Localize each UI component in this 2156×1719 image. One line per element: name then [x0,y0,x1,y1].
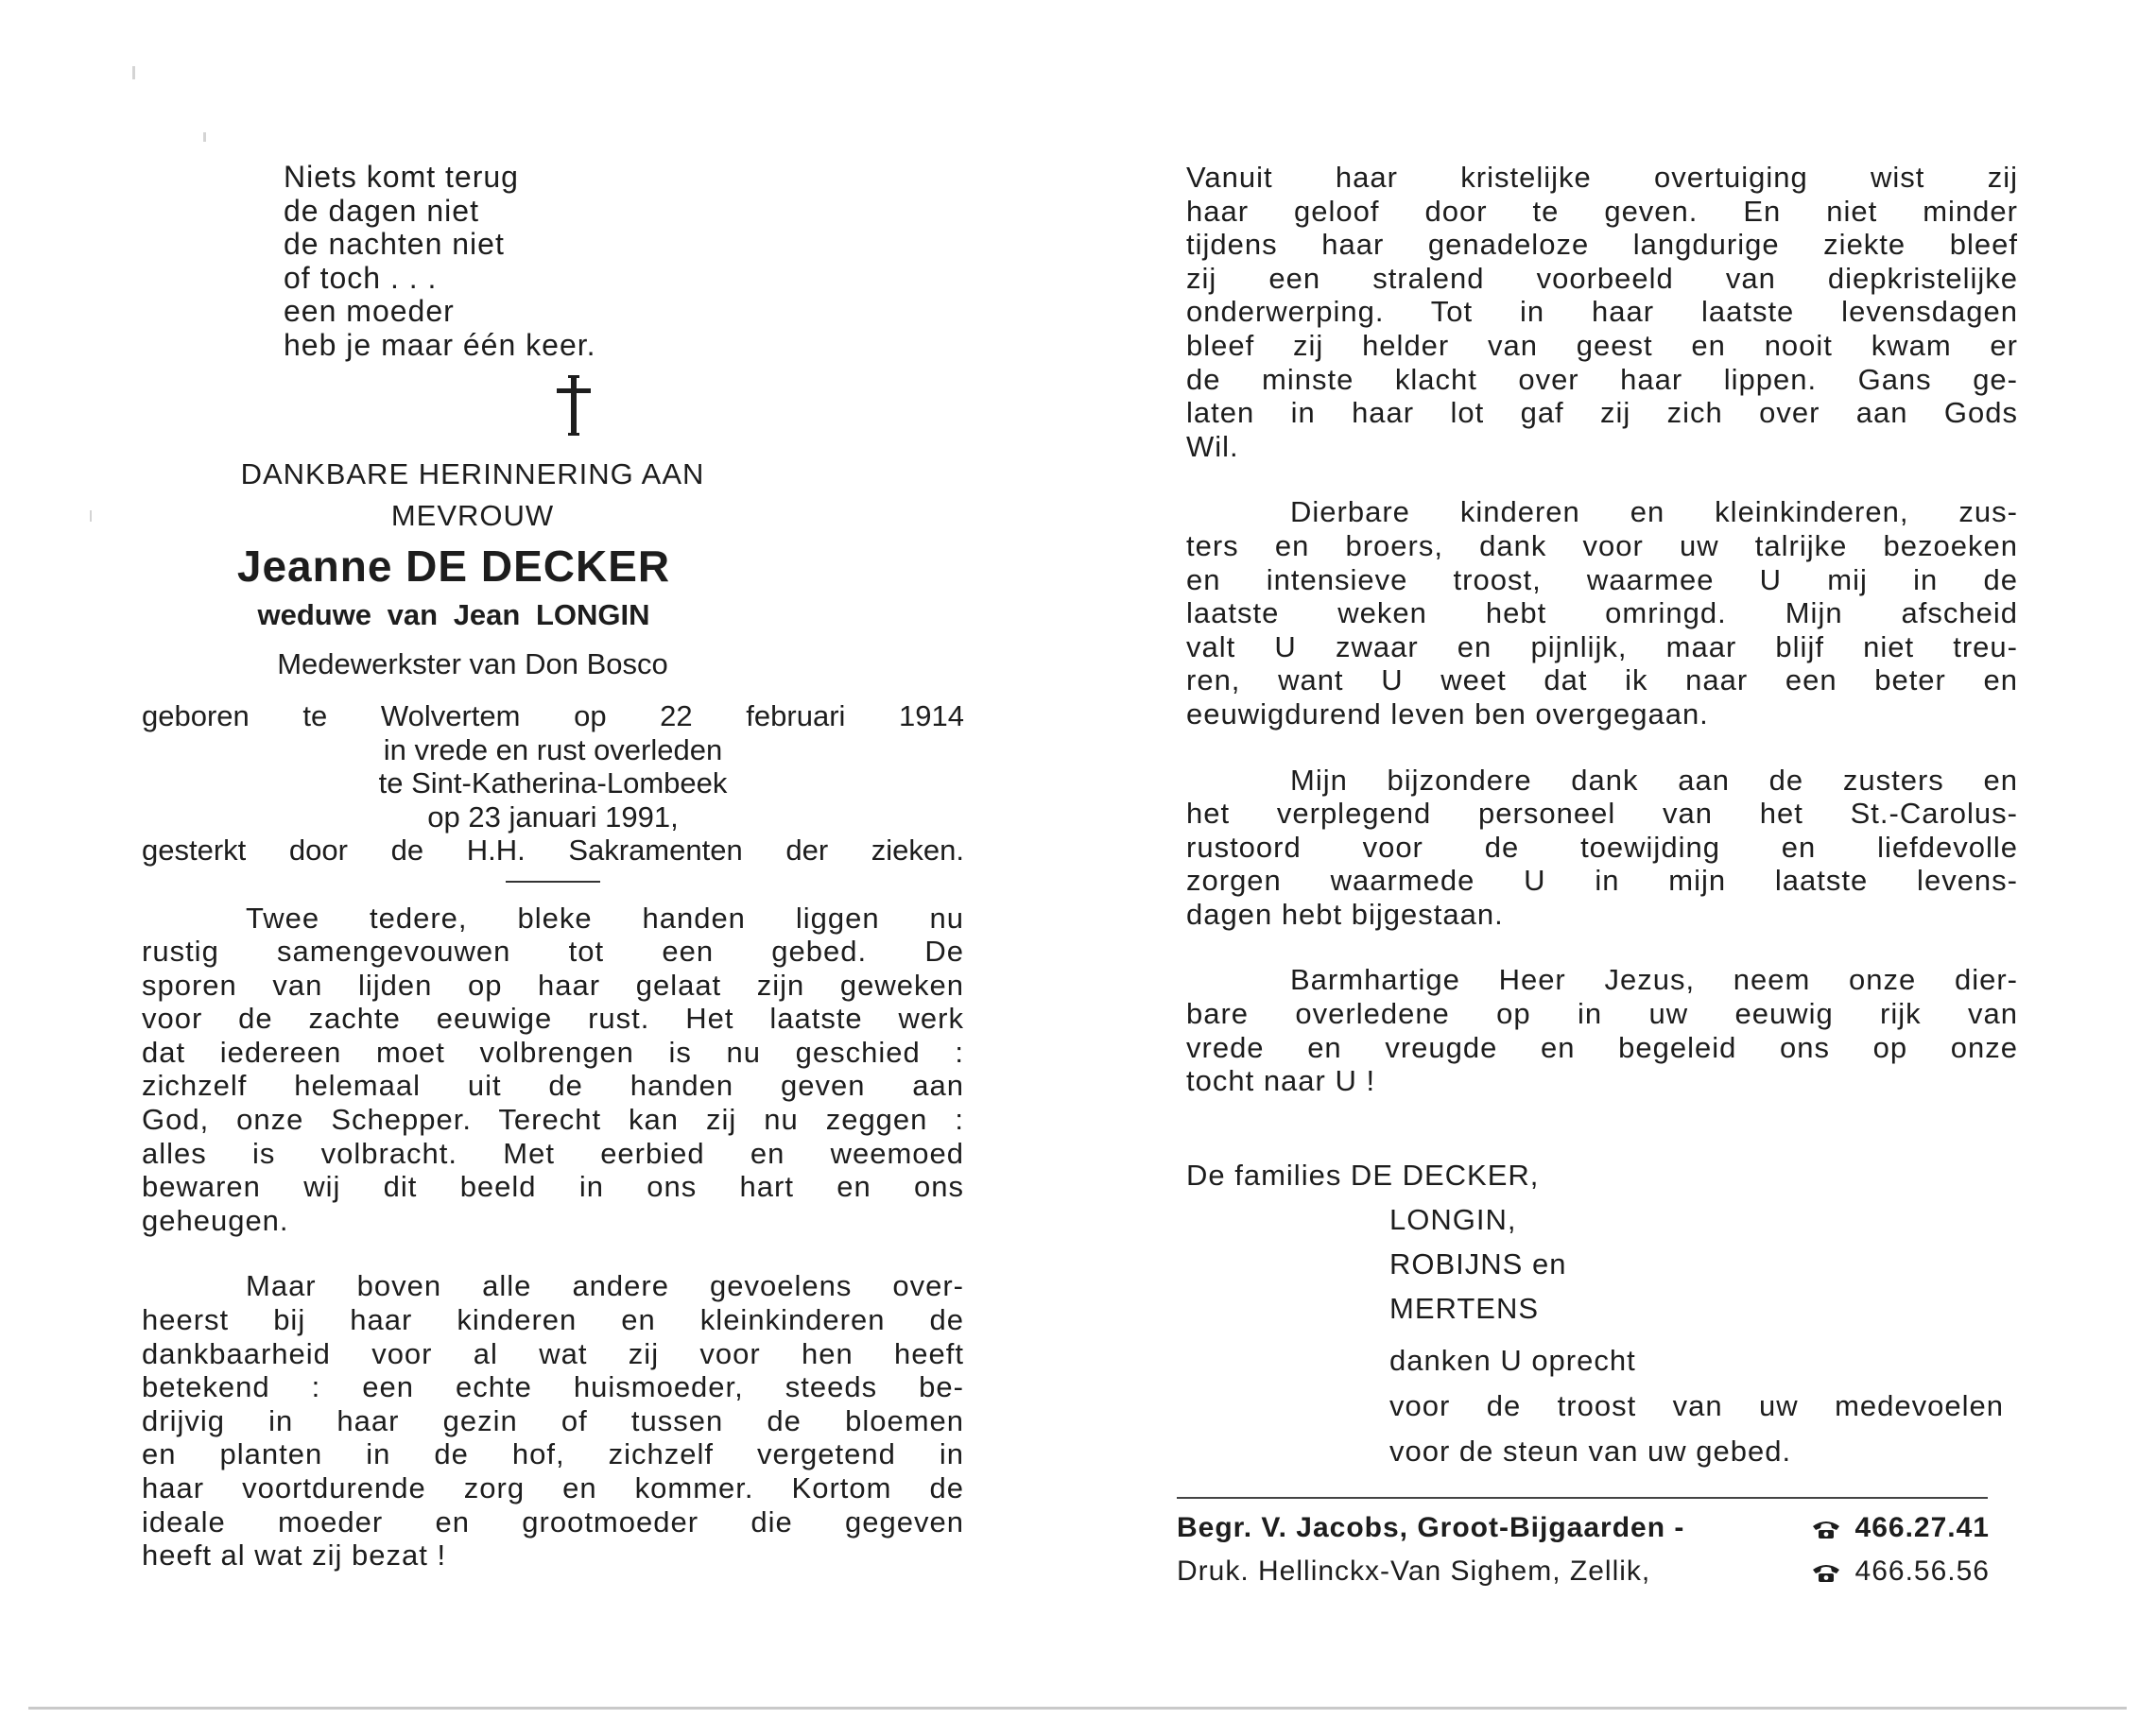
text-line: tocht naar U ! [1186,1064,1376,1098]
text-line: bare overledene op in uw eeuwig rijk van [1186,997,2018,1031]
thanks-line: voor de troost van uw medevoelen [1389,1388,2004,1422]
undertaker: Begr. V. Jacobs, Groot-Bijgaarden - [1177,1511,1685,1543]
text-line: ren, want U weet dat ik naar een beter en [1186,663,2018,697]
text-line: bewaren wij dit beeld in ons hart en ons [142,1170,964,1204]
life-dates [142,699,964,868]
undertaker-row [1177,1506,1990,1550]
thanks-line: voor de steun van uw gebed. [1389,1434,1792,1468]
memorial-heading: DANKBARE HERINNERING AAN [240,457,705,490]
text-line: ters en broers, dank voor uw talrijke bezoeken [1186,528,2018,562]
thanks-line: danken U oprecht [1389,1343,1636,1377]
text-line: Dierbare kinderen en kleinkinderen, zus- [1290,495,2018,529]
text-line: heerst bij haar kinderen en kleinkinderen de [142,1303,964,1337]
printer-phone-group [1810,1550,1990,1593]
printer: Druk. Hellinckx-Van Sighem, Zellik, [1177,1555,1651,1587]
right-panel [1177,161,2018,1593]
text-line: ideale moeder en grootmoeder die gegeven [142,1504,964,1539]
footer-rule [1177,1497,1988,1499]
text-line: vrede en vreugde en begeleid ons op onze [1186,1030,2018,1064]
poem-line: de dagen niet [284,193,479,228]
role: Medewerkster van Don Bosco [277,647,668,680]
death-line: in vrede en rust overleden [383,732,723,766]
text-line: en planten in de hof, zichzelf vergetend in [142,1437,964,1471]
printer-row [1177,1550,1990,1593]
text-line: Wil. [1186,429,1239,463]
poem-line: Niets komt terug [284,160,519,194]
telephone-icon [1810,1562,1842,1583]
text-line: heeft al wat zij bezat ! [142,1539,447,1573]
left-panel [142,161,964,1605]
text-line: zichzelf helemaal uit de handen geven aan [142,1069,964,1103]
death-date: op 23 januari 1991, [427,799,679,834]
sacraments-line: gesterkt door de H.H. Sakramenten der zieken. [142,834,964,867]
thanks-block [1186,1338,2018,1474]
family-name: MERTENS [1389,1291,1540,1325]
paper-speck [90,510,92,522]
deceased-name: Jeanne DE DECKER [236,541,671,591]
undertaker-phone-group [1810,1506,1990,1550]
paragraph-hands [142,902,964,1238]
paper-speck [203,132,206,142]
poem-line: een moeder [284,294,455,328]
imprint-footer [1177,1506,1990,1593]
text-line: voor de zachte eeuwige rust. Het laatste werk [142,1002,964,1036]
poem-line: of toch . . . [284,260,438,295]
text-line: alles is volbracht. Met eerbied en weemoed [142,1136,964,1170]
text-line: God, onze Schepper. Terecht kan zij nu zeggen : [142,1103,964,1137]
paragraph-prayer [1186,963,2018,1097]
honorific: MEVROUW [390,499,555,532]
text-line: drijvig in haar gezin of tussen de bloemen [142,1403,964,1437]
poem [284,161,964,362]
text-line: laatste weken hebt omringd. Mijn afscheid [1186,596,2018,630]
text-line: Twee tedere, bleke handen liggen nu [246,901,964,935]
text-line: haar geloof door te geven. En niet minder [1186,194,2018,228]
text-line: Barmhartige Heer Jezus, neem onze dier- [1290,963,2018,997]
families-line: De families DE DECKER, [1186,1158,1540,1192]
undertaker-phone: 466.27.41 [1854,1511,1990,1543]
text-line: onderwerping. Tot in haar laatste levensdagen [1186,295,2018,329]
text-line: en intensieve troost, waarmee U mij in de [1186,562,2018,596]
death-place: te Sint-Katherina-Lombeek [378,766,728,799]
paragraph-thanks-staff [1186,764,2018,932]
text-line: de minste klacht over haar lippen. Gans ge- [1186,362,2018,396]
family-name: LONGIN, [1389,1202,1517,1236]
printer-phone: 466.56.56 [1854,1555,1990,1587]
paper-speck [132,66,135,79]
divider [506,881,600,883]
text-line: haar voortdurende zorg en kommer. Kortom de [142,1471,964,1504]
latin-cross-icon [555,375,593,436]
text-line: dat iedereen moet volbrengen is nu geschied : [142,1035,964,1069]
text-line: valt U zwaar en pijnlijk, maar blijf niet treu- [1186,629,2018,663]
poem-line: heb je maar één keer. [284,327,596,362]
text-line: rustoord voor de toewijding en liefdevolle [1186,830,2018,864]
text-line: dankbaarheid voor al wat zij voor hen heeft [142,1336,964,1370]
text-line: dagen hebt bijgestaan. [1186,897,1504,931]
text-line: Mijn bijzondere dank aan de zusters en [1290,763,2018,797]
text-line: tijdens haar genadeloze langdurige ziekte bleef [1186,228,2018,262]
text-line: eeuwigdurend leven ben overgegaan. [1186,696,1709,731]
text-line: sporen van lijden op haar gelaat zijn geweken [142,968,964,1002]
text-line: het verplegend personeel van het St.-Carolus- [1186,797,2018,831]
text-line: geheugen. [142,1203,289,1237]
paragraph-farewell [1186,495,2018,731]
family-name: ROBIJNS en [1389,1246,1567,1281]
card-bottom-edge [28,1707,2127,1710]
birth-line: geboren te Wolvertem op 22 februari 1914 [142,699,964,732]
paragraph-gratitude [142,1269,964,1572]
text-line: bleef zij helder van geest en nooit kwam er [1186,328,2018,362]
text-line: rustig samengevouwen tot een gebed. De [142,935,964,969]
text-line: Vanuit haar kristelijke overtuiging wist zij [1186,161,2018,194]
text-line: zorgen waarmede U in mijn laatste levens- [1186,864,2018,898]
families-signature [1186,1153,2018,1331]
paragraph-faith [1186,161,2018,463]
poem-line: de nachten niet [284,227,505,261]
text-line: zij een stralend voorbeeld van diepkristelijke [1186,261,2018,295]
text-line: laten in haar lot gaf zij zich over aan Gods [1186,396,2018,430]
widow-of: weduwe van Jean LONGIN [257,598,650,631]
text-line: betekend : een echte huismoeder, steeds be- [142,1370,964,1404]
telephone-icon [1810,1519,1842,1539]
text-line: Maar boven alle andere gevoelens over- [246,1269,964,1303]
